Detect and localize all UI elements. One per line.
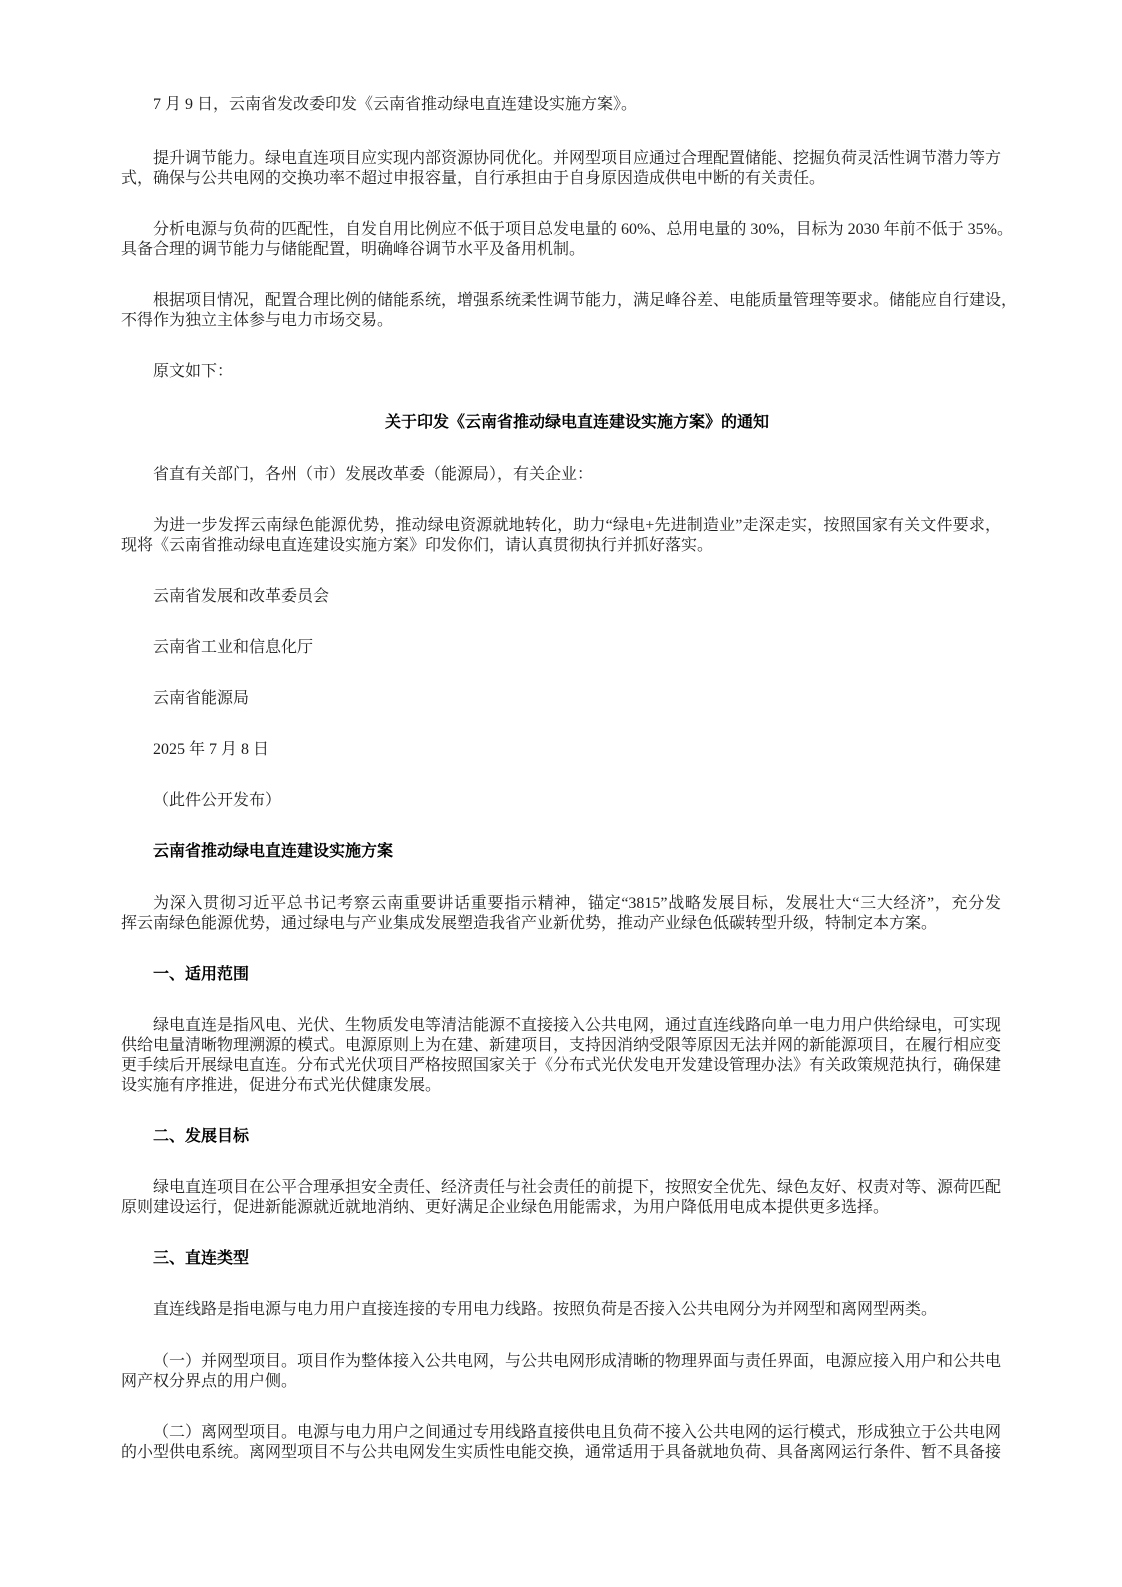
text-line: 云南省能源局 [153, 690, 250, 708]
plan-title [121, 842, 1001, 862]
text-line: 分析电源与负荷的匹配性，自发自用比例应不低于项目总发电量的 60%、总用电量的 30%，目标为 2030 年前不低于 35%。 [153, 220, 1013, 238]
text-line: 更手续后开展绿电直连。分布式光伏项目严格按照国家关于《分布式光伏发电开发建设管理办法》有关政策规范执行，确保建 [121, 1056, 1002, 1074]
text-line: 的小型供电系统。离网型项目不与公共电网发生实质性电能交换，通常适用于具备就地负荷、具备离网运行条件、暂不具备接 [121, 1443, 1002, 1461]
text-line: 具备合理的调节能力与储能配置，明确峰谷调节水平及备用机制。 [121, 240, 586, 258]
text-line: 网产权分界点的用户侧。 [121, 1372, 298, 1390]
text-line: 式，确保与公共电网的交换功率不超过申报容量，自行承担由于自身原因造成供电中断的有关责任。 [121, 169, 826, 187]
text-line: 根据项目情况，配置合理比例的储能系统，增强系统柔性调节能力，满足峰谷差、电能质量管理等要求。储能应自行建设， [153, 292, 1018, 310]
issuer-miit [121, 638, 1001, 658]
issuer-ndrc [121, 587, 1001, 607]
notice-body-paragraph [121, 516, 1001, 556]
text-line: 7 月 9 日，云南省发改委印发《云南省推动绿电直连建设实施方案》。 [153, 96, 638, 113]
text-line: （一）并网型项目。项目作为整体接入公共电网，与公共电网形成清晰的物理界面与责任界面，电源应接入用户和公共电 [153, 1352, 1002, 1370]
text-line: （此件公开发布） [153, 792, 282, 810]
release-note [121, 791, 1001, 811]
issuer-energy-bureau [121, 689, 1001, 709]
plan-preamble-paragraph [121, 894, 1001, 934]
news-intro-paragraph [121, 95, 1001, 115]
scope-paragraph [121, 1016, 1001, 1096]
section-heading-goals [121, 1127, 1001, 1147]
text-line: 绿电直连是指风电、光伏、生物质发电等清洁能源不直接接入公共电网，通过直连线路向单一电力用户供给绿电，可实现 [153, 1016, 1002, 1034]
text-line: 现将《云南省推动绿电直连建设实施方案》印发你们，请认真贯彻执行并抓好落实。 [121, 536, 714, 554]
text-line: 云南省发展和改革委员会 [153, 587, 330, 605]
heading-text: 三、直连类型 [153, 1250, 250, 1268]
heading-text: 一、适用范围 [153, 965, 250, 983]
heading-text: 二、发展目标 [153, 1128, 250, 1146]
energy-storage-paragraph [121, 291, 1018, 331]
section-heading-scope [121, 965, 1001, 985]
text-line: 为深入贯彻习近平总书记考察云南重要讲话重要指示精神，锚定“3815”战略发展目标，发展壮大“三大经济”，充分发 [153, 894, 1001, 912]
source-load-matching-paragraph [121, 220, 1013, 260]
text-line: （二）离网型项目。电源与电力用户之间通过专用线路直接供电且负荷不接入公共电网的运行模式，形成独立于公共电网 [153, 1423, 1002, 1441]
document-body [121, 95, 1018, 1494]
text-line: 设实施有序推进，促进分布式光伏健康发展。 [121, 1076, 442, 1094]
text-line: 挥云南绿色能源优势，通过绿电与产业集成发展塑造我省产业新优势，推动产业绿色低碳转型升级，特制定本方案。 [121, 914, 938, 932]
connection-line-definition-paragraph [121, 1300, 1001, 1320]
section-heading-connection-types [121, 1249, 1001, 1269]
text-line: 2025 年 7 月 8 日 [153, 741, 270, 759]
text-line: 省直有关部门，各州（市）发展改革委（能源局），有关企业： [153, 465, 594, 483]
text-line: 原文如下： [153, 363, 234, 381]
goals-paragraph [121, 1178, 1001, 1218]
text-line: 不得作为独立主体参与电力市场交易。 [121, 312, 394, 330]
regulation-capacity-paragraph [121, 149, 1001, 189]
heading-text: 关于印发《云南省推动绿电直连建设实施方案》的通知 [384, 414, 769, 432]
text-line: 直连线路是指电源与电力用户直接连接的专用电力线路。按照负荷是否接入公共电网分为并网型和离网型两类。 [153, 1301, 938, 1319]
off-grid-project-paragraph [121, 1423, 1001, 1463]
notice-date [121, 740, 1001, 760]
text-line: 提升调节能力。绿电直连项目应实现内部资源协同优化。并网型项目应通过合理配置储能、挖掘负荷灵活性调节潜力等方 [153, 149, 1002, 167]
text-line: 原则建设运行，促进新能源就近就地消纳、更好满足企业绿色用能需求，为用户降低用电成本提供更多选择。 [121, 1199, 890, 1217]
grid-connected-project-paragraph [121, 1352, 1001, 1392]
heading-text: 云南省推动绿电直连建设实施方案 [153, 843, 394, 861]
text-line: 为进一步发挥云南绿色能源优势，推动绿电资源就地转化，助力“绿电+先进制造业”走深走实，按照国家有关文件要求， [153, 516, 1001, 534]
notice-addressee [121, 465, 1001, 485]
text-line: 供给电量清晰物理溯源的模式。电源原则上为在建、新建项目，支持因消纳受限等原因无法并网的新能源项目，在履行相应变 [121, 1036, 1002, 1054]
text-line: 云南省工业和信息化厅 [153, 638, 314, 656]
text-line: 绿电直连项目在公平合理承担安全责任、经济责任与社会责任的前提下，按照安全优先、绿色友好、权责对等、源荷匹配 [153, 1179, 1002, 1197]
original-text-label [121, 362, 1001, 382]
notice-title [121, 413, 1001, 433]
